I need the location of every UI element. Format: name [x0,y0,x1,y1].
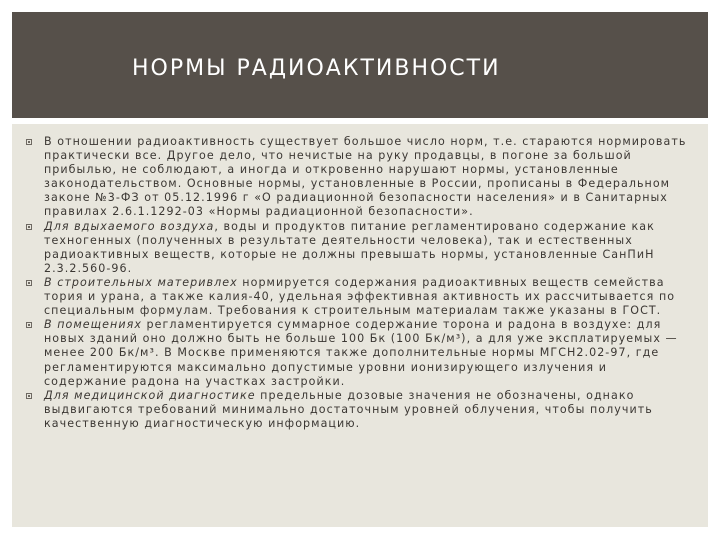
bullet-text: , воды и продуктов питание регламентировано содержание как техногенных (полученных в результате деятельности человека), так и естественных радиоактивных веществ, которые не должны превышать нормы, установленные СанПиН 2.3.2.560-96. [44,219,655,275]
square-bullet-icon [26,139,32,145]
bullet-text: регламентируется суммарное содержание торона и радона в воздухе: для новых зданий оно должно быть не больше 100 Бк (100 Бк/м³), а для уже эксплатируемых — менее 200 Бк/м³. В Москве применяются также дополнительные нормы МГСН2.02-97, где регламентируются максимально допустимые уровни ионизирующего излучения и содержание радона на участках застройки. [44,318,678,388]
bullet-text: В отношении радиоактивность существует большое число норм, т.е. стараются нормировать практически все. Другое дело, что нечистые на руку продавцы, в погоне за большой прибылью, не соблюдают, а иногда и откровенно нарушают нормы, установленные законодательством. Основные нормы, установленные в России, прописаны в Федеральном законе №3-ФЗ от 05.12.1996 г «О радиационной безопасности населения» и в Санитарных правилах 2.6.1.1292-03 «Нормы радиационной безопасности». [44,135,687,219]
bullet-list [26,135,692,431]
square-bullet-icon [26,280,32,286]
bullet-item [26,276,692,318]
square-bullet-icon [26,393,32,399]
bullet-lead: В помещениях [44,318,142,332]
slide-title: НОРМЫ РАДИОАКТИВНОСТИ [132,56,501,81]
bullet-text: предельные дозовые значения не обозначены, однако выдвигаются требований минимально достаточным уровней облучения, чтобы получить качественную диагностическую информацию. [44,388,653,430]
bullet-item [26,135,692,220]
square-bullet-icon [26,224,32,230]
bullet-item [26,389,692,431]
bullet-lead: Для медицинской диагностике [44,388,256,402]
bullet-text: нормируется содержания радиоактивных веществ семейства тория и урана, а также калия-40, удельная эффективная активность их рассчитывается по специальным формулам. Требования к строительным материалам также указаны в ГОСТ. [44,275,676,318]
bullet-lead: Для вдыхаемого воздуха [44,219,215,233]
bullet-item [26,318,692,388]
bullet-lead: В строительных материвлех [44,275,238,289]
square-bullet-icon [26,322,32,328]
bullet-item [26,220,692,276]
